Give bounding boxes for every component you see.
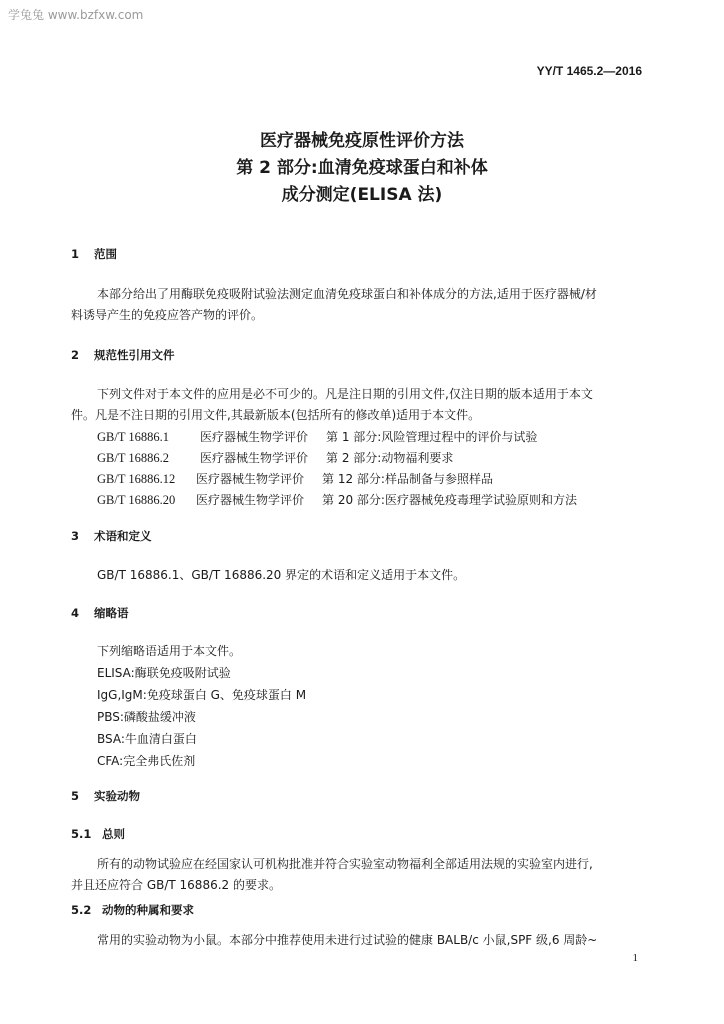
page-number: 1 <box>632 952 638 964</box>
reference-item <box>97 491 577 508</box>
subsection-title: 动物的种属和要求 <box>102 903 194 917</box>
s3-paragraph: GB/T 16886.1、GB/T 16886.20 界定的术语和定义适用于本文件。 <box>97 568 466 582</box>
section-4-heading <box>71 605 129 621</box>
section-title: 规范性引用文件 <box>94 348 175 362</box>
reference-item <box>97 449 453 466</box>
section-number: 4 <box>71 606 80 620</box>
reference-name: 医疗器械生物学评价 <box>196 493 305 507</box>
watermark: 学兔兔 www.bzfxw.com <box>8 8 144 22</box>
reference-name: 医疗器械生物学评价 <box>200 451 309 465</box>
section-2-heading <box>71 347 175 363</box>
reference-part: 第 2 部分:动物福利要求 <box>326 451 454 465</box>
section-number: 5 <box>71 789 80 803</box>
s2-paragraph-line-1: 下列文件对于本文件的应用是必不可少的。凡是注日期的引用文件,仅注日期的版本适用于本文 <box>97 387 593 401</box>
s1-paragraph-line-2: 料诱导产生的免疫应答产物的评价。 <box>71 308 264 322</box>
reference-part: 第 20 部分:医疗器械免疫毒理学试验原则和方法 <box>322 493 577 507</box>
title-line-1: 医疗器械免疫原性评价方法 <box>260 131 464 151</box>
reference-item <box>97 470 493 487</box>
section-title: 术语和定义 <box>94 529 152 543</box>
abbreviation-item: ELISA:酶联免疫吸附试验 <box>97 666 231 680</box>
subsection-number: 5.2 <box>71 903 92 917</box>
reference-code: GB/T 16886.20 <box>97 493 176 507</box>
section-number: 2 <box>71 348 80 362</box>
title-line-2: 第 2 部分:血清免疫球蛋白和补体 <box>236 158 488 178</box>
abbreviation-item: CFA:完全弗氏佐剂 <box>97 754 196 768</box>
reference-code: GB/T 16886.1 <box>97 430 169 444</box>
section-number: 1 <box>71 247 80 261</box>
section-5-heading <box>71 788 140 804</box>
section-title: 缩略语 <box>94 606 129 620</box>
document-number: YY/T 1465.2—2016 <box>536 64 642 78</box>
reference-name: 医疗器械生物学评价 <box>196 472 305 486</box>
abbreviation-item: BSA:牛血清白蛋白 <box>97 732 197 746</box>
s4-intro: 下列缩略语适用于本文件。 <box>97 644 242 658</box>
subsection-number: 5.1 <box>71 827 92 841</box>
s51-paragraph-line-1: 所有的动物试验应在经国家认可机构批准并符合实验室动物福利全部适用法规的实验室内进行, <box>97 857 593 871</box>
s1-paragraph-line-1: 本部分给出了用酶联免疫吸附试验法测定血清免疫球蛋白和补体成分的方法,适用于医疗器械/材 <box>97 287 597 301</box>
title-line-3: 成分测定(ELISA 法) <box>281 185 443 205</box>
abbreviation-item: IgG,IgM:免疫球蛋白 G、免疫球蛋白 M <box>97 688 307 702</box>
reference-part: 第 1 部分:风险管理过程中的评价与试验 <box>326 430 538 444</box>
subsection-5-2-heading <box>71 902 194 918</box>
reference-code: GB/T 16886.2 <box>97 451 169 465</box>
reference-item <box>97 428 537 445</box>
s51-paragraph-line-2: 并且还应符合 GB/T 16886.2 的要求。 <box>71 878 281 892</box>
subsection-5-1-heading <box>71 826 125 842</box>
s52-paragraph-line-1: 常用的实验动物为小鼠。本部分中推荐使用未进行过试验的健康 BALB/c 小鼠,SPF 级,6 周龄~ <box>97 933 598 947</box>
s2-paragraph-line-2: 件。凡是不注日期的引用文件,其最新版本(包括所有的修改单)适用于本文件。 <box>71 408 481 422</box>
reference-name: 医疗器械生物学评价 <box>200 430 309 444</box>
section-3-heading <box>71 528 152 544</box>
section-title: 范围 <box>94 247 117 261</box>
abbreviation-item: PBS:磷酸盐缓冲液 <box>97 710 196 724</box>
reference-part: 第 12 部分:样品制备与参照样品 <box>322 472 493 486</box>
section-title: 实验动物 <box>94 789 140 803</box>
section-1-heading <box>71 246 117 262</box>
reference-code: GB/T 16886.12 <box>97 472 176 486</box>
section-number: 3 <box>71 529 80 543</box>
subsection-title: 总则 <box>102 827 125 841</box>
